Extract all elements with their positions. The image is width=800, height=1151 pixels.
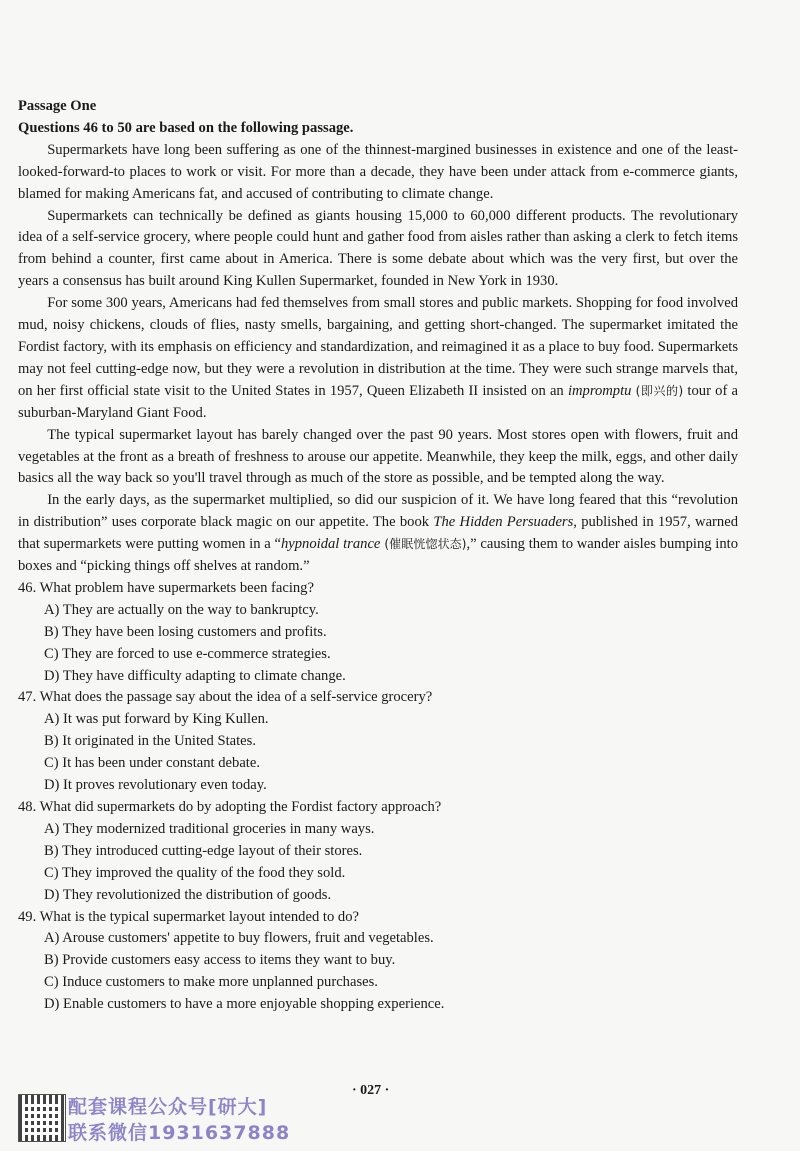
option-a: A) Arouse customers' appetite to buy flowers, fruit and vegetables. [44,930,434,947]
question-stem: 49. What is the typical supermarket layout intended to do? [18,908,359,925]
italic-term-trance: hypnoidal trance [280,536,381,553]
question-stem: 47. What does the passage say about the idea of a self-service grocery? [18,689,433,706]
option-c: C) They improved the quality of the food they sold. [44,864,346,881]
option-c: C) Induce customers to make more unplanned purchases. [44,974,378,991]
option-b: B) Provide customers easy access to items they want to buy. [44,952,396,969]
paragraph-5-text-a: In the early days, as the supermarket multiplied, so did our suspicion of it. We have long feared that this “revolution in distribution” uses corporate black magic on our appetite. The book [18,492,738,531]
option-d: D) Enable customers to have a more enjoyable shopping experience. [44,996,445,1013]
passage-heading: Passage One [18,98,97,114]
option-b: B) It originated in the United States. [44,733,256,750]
paragraph-5-text-c: ,” causing them to wander aisles bumping into boxes and “picking things off shelves at random.” [18,536,738,575]
promo-line-1: 配套课程公众号[研大] [68,1096,268,1118]
question-stem: 46. What problem have supermarkets been facing? [18,579,314,596]
paragraph-1: Supermarkets have long been suffering as one of the thinnest-margined businesses in existence and one of the least-looked-forward-to places to work or visit. For more than a decade, they have been under attack from e-commerce giants, blamed for making Americans fat, and accused of contributing to climate change. [18,141,738,202]
option-d: D) They revolutionized the distribution of goods. [44,886,332,903]
question-49 [18,907,738,1017]
question-46 [18,578,738,688]
passage-instruction: Questions 46 to 50 are based on the following passage. [18,119,354,136]
option-a: A) It was put forward by King Kullen. [44,711,269,728]
option-d: D) It proves revolutionary even today. [44,777,267,794]
paragraph-2: Supermarkets can technically be defined as giants housing 15,000 to 60,000 different products. The revolutionary idea of a self-service grocery, where people could hunt and gather food from aisles rather than asking a clerk to fetch items from behind a counter, first came about in America. There is some debate about which was the very first, but over the years a consensus has built around King Kullen Supermarket, founded in New York in 1930. [18,207,738,290]
page-number: · 027 · [352,1083,390,1098]
document-body [18,96,738,1016]
book-title: The Hidden Persuaders [433,514,574,531]
chinese-gloss: (即兴的) [635,383,684,398]
option-b: B) They have been losing customers and profits. [44,623,327,640]
option-c: C) It has been under constant debate. [44,755,260,772]
question-47 [18,687,738,797]
option-c: C) They are forced to use e-commerce strategies. [44,645,331,662]
option-b: B) They introduced cutting-edge layout of their stores. [44,842,363,859]
qr-code-icon [18,1094,66,1142]
promo-line-2: 联系微信1931637888 [68,1122,291,1144]
paragraph-5-text-b: , published in 1957, warned that supermarkets were putting women in a “ [18,514,738,553]
question-48 [18,797,738,907]
option-a: A) They modernized traditional groceries in many ways. [44,820,375,837]
italic-term-impromptu: impromptu [567,382,632,399]
paragraph-3-text-b: tour of a suburban-Maryland Giant Food. [18,382,738,421]
paragraph-3 [18,293,738,424]
option-d: D) They have difficulty adapting to climate change. [44,667,346,684]
question-stem: 48. What did supermarkets do by adopting the Fordist factory approach? [18,799,442,815]
paragraph-3-text-a: For some 300 years, Americans had fed themselves from small stores and public markets. Shopping for food involved mud, noisy chickens, clouds of flies, nasty smells, bargaining, and getting short-changed. The supermarket imitated the Fordist factory, with its emphasis on efficiency and standardization, and reimagined it as a place to buy food. Supermarkets may not feel cutting-edge now, but they were a revolution in distribution at the time. They were such strange marvels that, on her first official state visit to the United States in 1957, Queen Elizabeth II insisted on an [18,295,738,399]
option-a: A) They are actually on the way to bankruptcy. [44,601,319,618]
chinese-gloss: (催眠恍惚状态) [380,537,467,552]
paragraph-4: The typical supermarket layout has barely changed over the past 90 years. Most stores open with flowers, fruit and vegetables at the front as a breath of freshness to arouse our appetite. Meanwhile, they keep the milk, eggs, and other daily basics all the way back so you'll travel through as much of the store as possible, and be tempted along the way. [18,426,738,487]
paragraph-5 [18,490,738,578]
